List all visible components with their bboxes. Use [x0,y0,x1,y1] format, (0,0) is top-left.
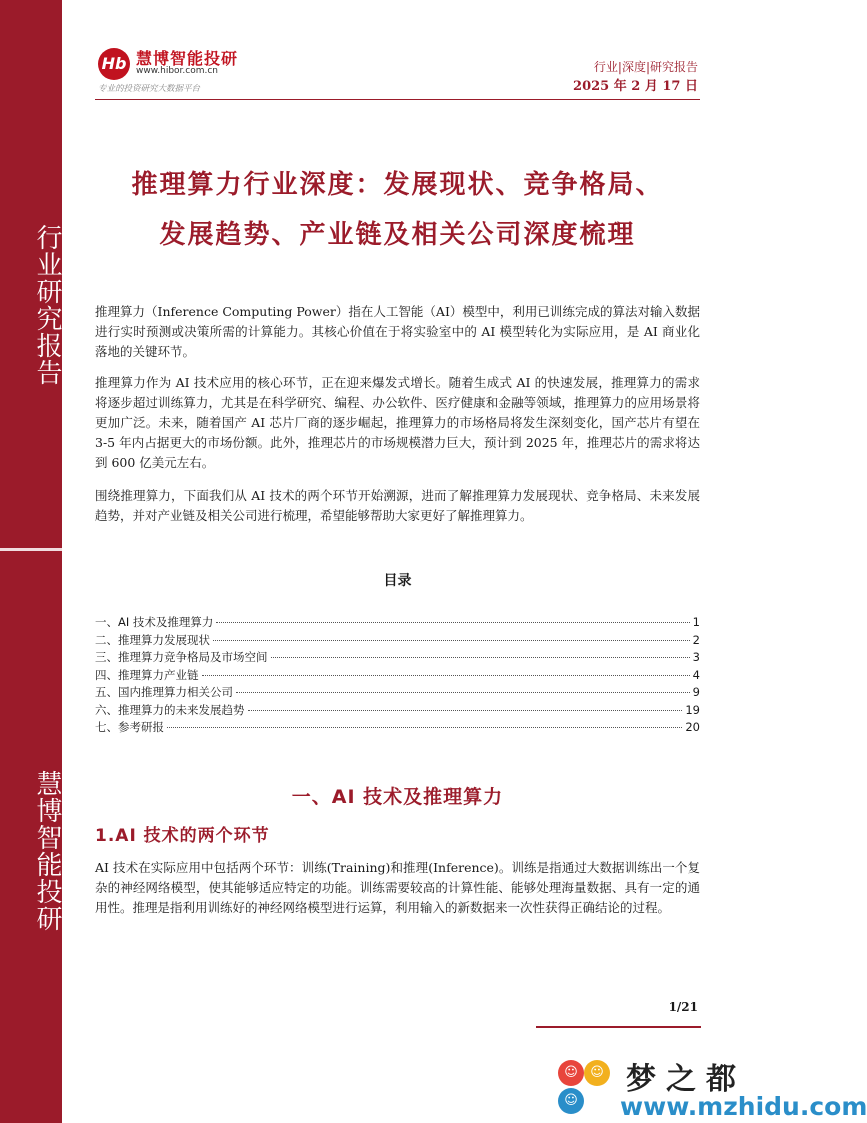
sidebar-bottom-label: 慧博智能投研 [32,770,62,932]
sidebar-divider [0,548,62,551]
toc-item-label: 二、推理算力发展现状 [95,632,210,647]
toc-item-label: 五、国内推理算力相关公司 [95,685,233,699]
footer-divider [536,1026,701,1028]
toc-item-page: 19 [685,702,700,717]
toc-item-label: 六、推理算力的未来发展趋势 [95,702,245,717]
watermark-url: www.mzhidu.com [620,1092,867,1121]
watermark-name: 梦之都 [626,1062,746,1097]
brand-url[interactable]: www.hibor.com.cn [136,66,219,76]
toc-item-label: 一、AI 技术及推理算力 [95,615,214,629]
toc-leader [236,692,690,693]
toc-item-label: 三、推理算力竞争格局及市场空间 [95,650,268,664]
toc-item-page: 3 [692,650,700,664]
watermark-emoji-icon: ☺ ☺ ☺ [556,1060,616,1120]
toc-item[interactable] [95,702,700,720]
toc-item[interactable] [95,667,700,685]
sidebar-top-label: 行业研究报告 [32,224,62,386]
toc-leader [216,622,689,623]
report-date: 2025 年 2 月 17 日 [573,79,698,94]
table-of-contents [95,614,700,737]
report-category: 行业|深度|研究报告 [593,60,698,74]
toc-leader [202,675,690,676]
toc-item-page: 1 [692,615,700,629]
watermark [556,1052,867,1122]
toc-item[interactable] [95,632,700,650]
toc-item[interactable] [95,719,700,737]
toc-title: 目录 [383,573,412,589]
toc-leader [271,657,690,658]
subsection-heading: 1.AI 技术的两个环节 [95,826,270,846]
toc-item-page: 20 [685,720,700,734]
report-title-line-2: 发展趋势、产业链及相关公司深度梳理 [159,220,636,250]
toc-item-label: 四、推理算力产业链 [95,667,199,682]
toc-item[interactable] [95,614,700,632]
report-title-line-1: 推理算力行业深度：发展现状、竞争格局、 [131,170,664,200]
page-number: 1/21 [668,1000,698,1014]
toc-item-label: 七、参考研报 [95,720,164,734]
toc-leader [213,640,690,641]
toc-leader [248,710,683,711]
header-divider [95,99,700,100]
toc-leader [167,727,682,728]
intro-paragraph-3: 围绕推理算力，下面我们从 AI 技术的两个环节开始溯源，进而了解推理算力发展现状、竞争格局、未来发展趋势，并对产业链及相关公司进行梳理，希望能够帮助大家更好了解推理算力。 [95,488,700,523]
sidebar [0,0,62,1123]
intro-paragraph-1: 推理算力（Inference Computing Power）指在人工智能（AI）模型中，利用已训练完成的算法对输入数据进行实时预测或决策所需的计算能力。其核心价值在于将实验室中的 AI 模型转化为实际应用，是 AI 商业化落地的关键环节。 [95,304,700,359]
toc-item-page: 4 [692,667,700,682]
brand-name: 慧博智能投研 [136,49,239,68]
brand-slogan: 专业的投资研究大数据平台 [98,84,201,94]
section-heading: 一、AI 技术及推理算力 [291,786,504,808]
logo-mark-icon: Hb [98,48,130,80]
report-header [573,57,698,97]
section-paragraph: AI 技术在实际应用中包括两个环节：训练(Training)和推理(Inference)。训练是指通过大数据训练出一个复杂的神经网络模型，使其能够适应特定的功能。训练需要较高的计算性能、能够处理海量数据、具有一定的通用性。推理是指利用训练好的神经网络模型进行运算，利用输入的新数据来一次性获得正确结论的过程。 [95,860,700,915]
toc-item[interactable] [95,649,700,667]
toc-item-page: 2 [692,632,700,647]
toc-item-page: 9 [692,685,700,699]
toc-item[interactable] [95,684,700,702]
intro-paragraph-2: 推理算力作为 AI 技术应用的核心环节，正在迎来爆发式增长。随着生成式 AI 的快速发展，推理算力的需求将逐步超过训练算力，尤其是在科学研究、编程、办公软件、医疗健康和金融等领域，推理算力的应用场景将更加广泛。未来，随着国产 AI 芯片厂商的逐步崛起，推理算力的市场格局将发生深刻变化，国产芯片有望在 3-5 年内占据更大的市场份额。此外，推理芯片的市场规模潜力巨大，预计到 2025 年，推理芯片的需求将达到 600 亿美元左右。 [95,375,700,470]
brand-logo[interactable] [98,44,258,96]
report-title [95,160,700,260]
